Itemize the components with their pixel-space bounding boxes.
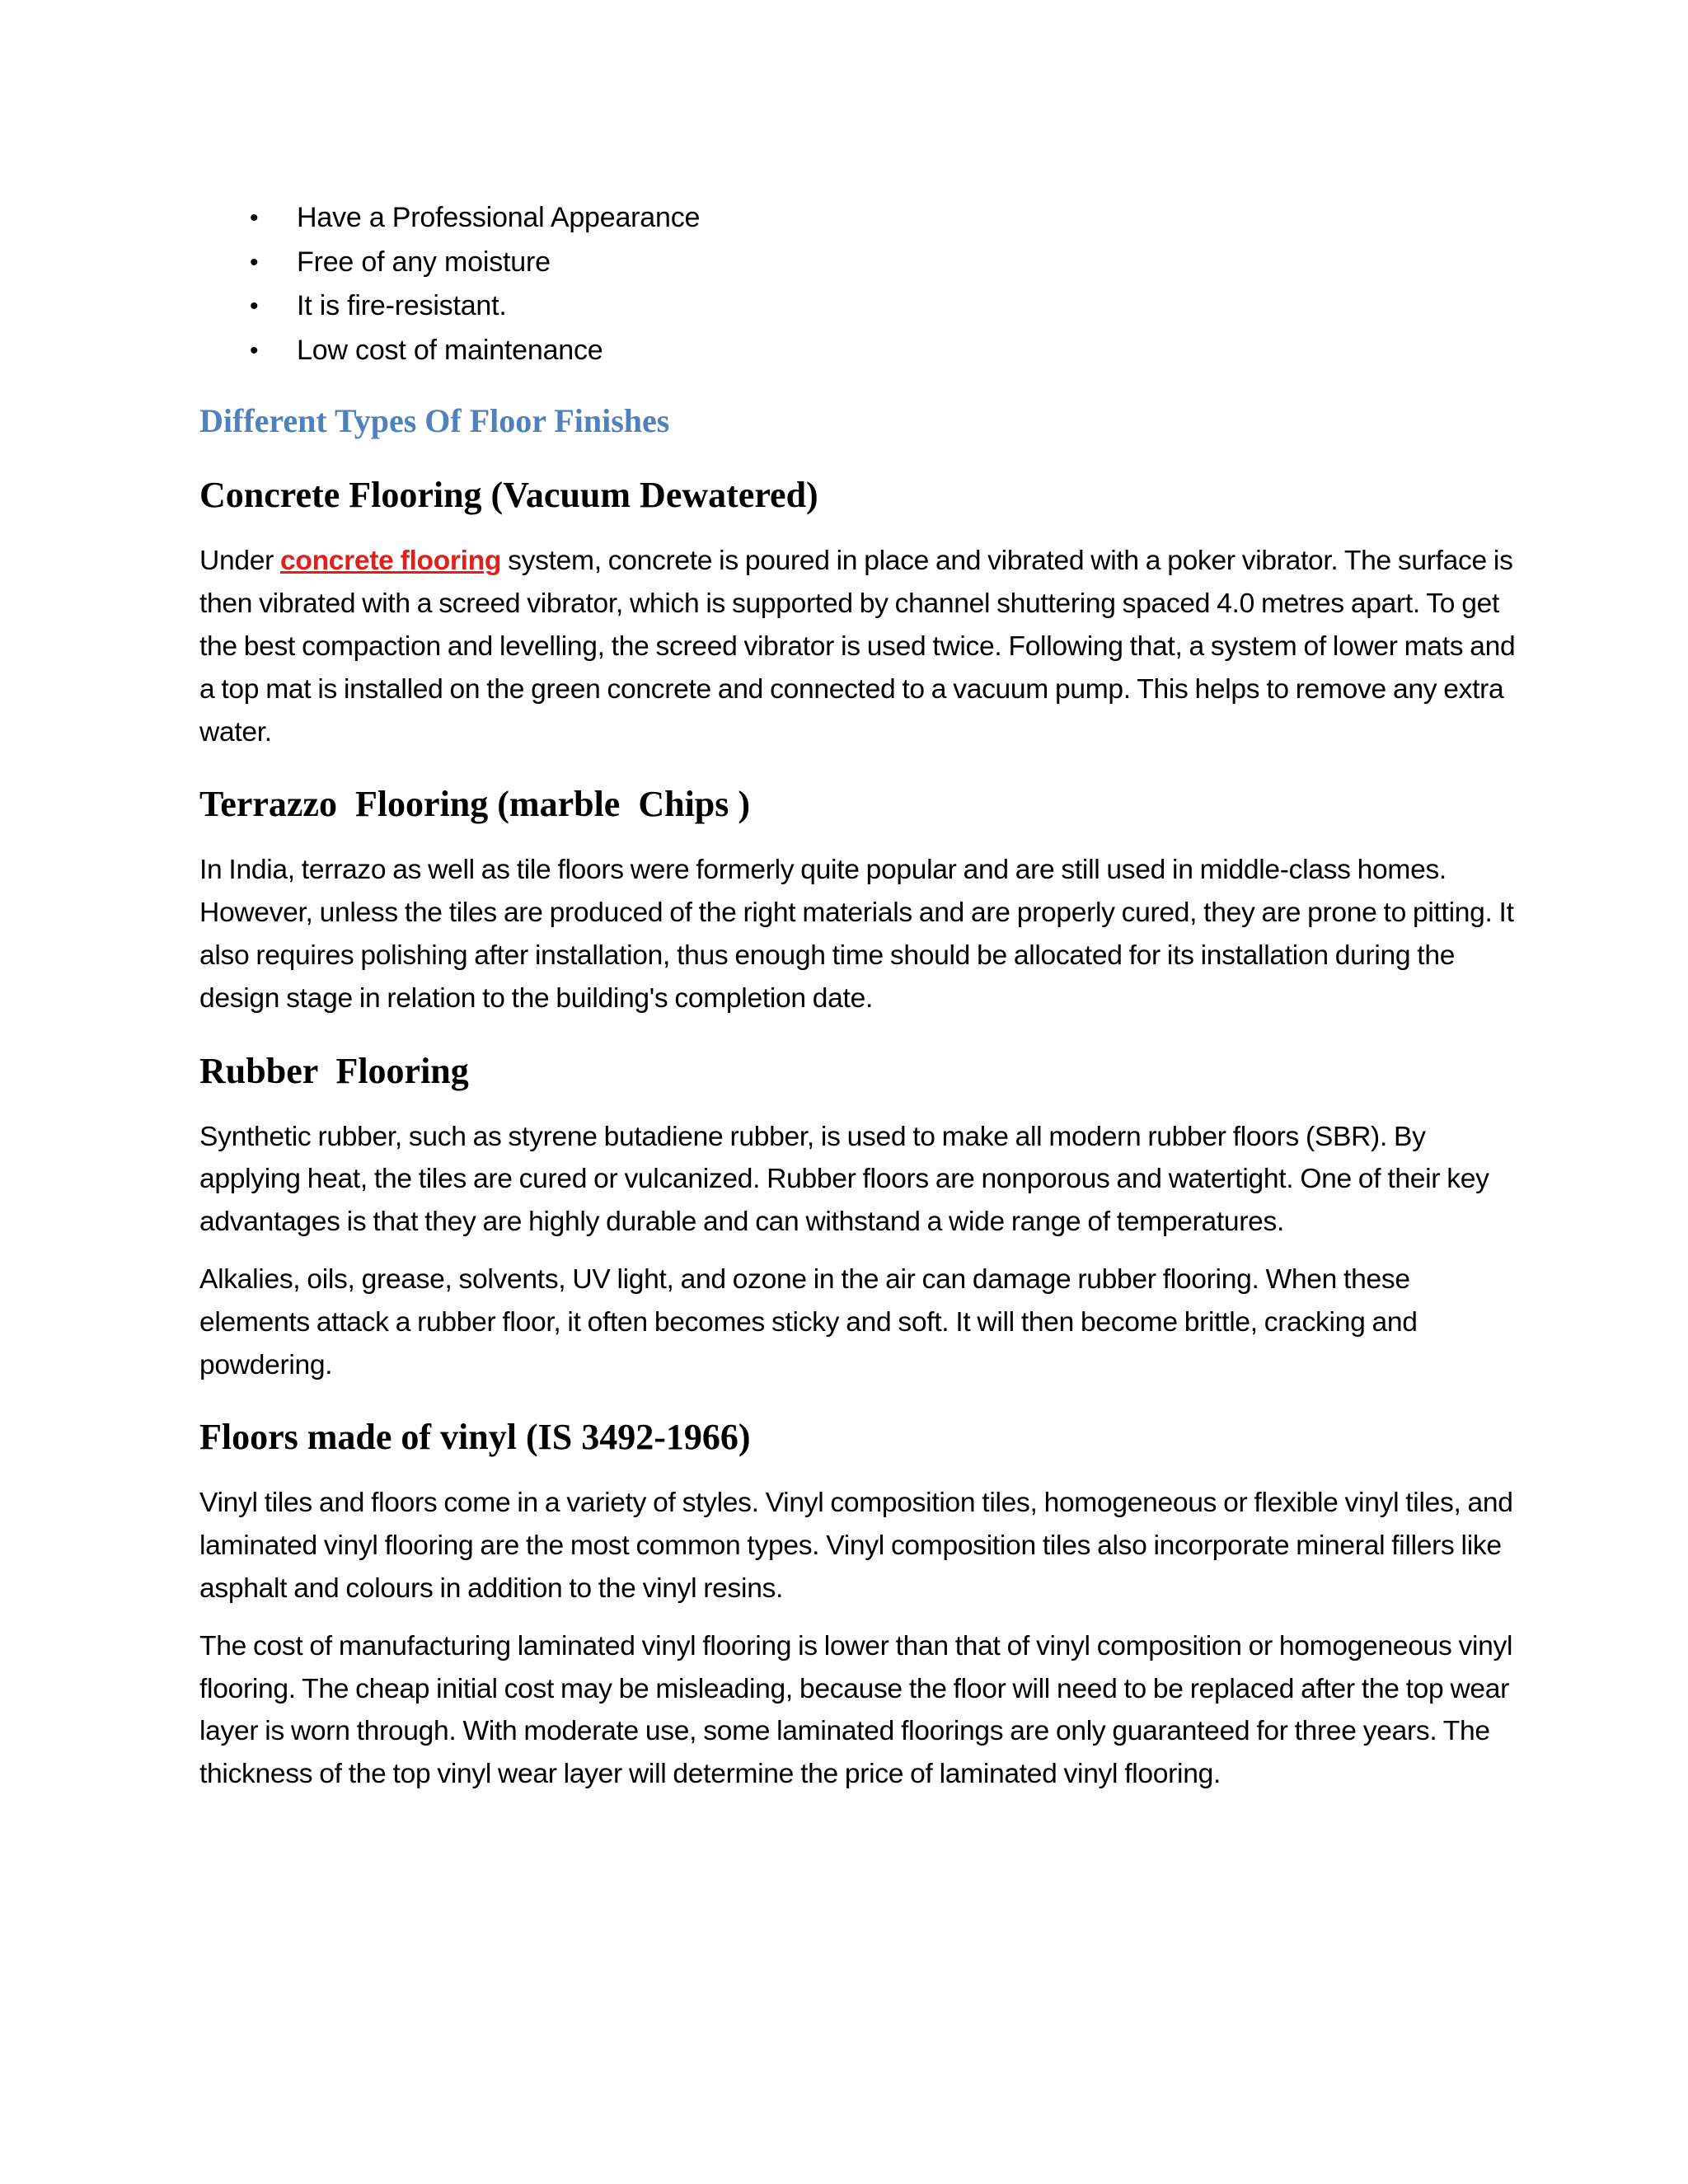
rubber-paragraph-2: Alkalies, oils, grease, solvents, UV light, and ozone in the air can damage rubber flooring. When these elements attack a rubber floor, it often becomes sticky and soft. It will then become brittle, cracking and powdering. [199, 1263, 1418, 1380]
advantages-list [199, 196, 1518, 373]
bullet-icon: • [250, 293, 259, 321]
vinyl-paragraph-2: The cost of manufacturing laminated vinyl flooring is lower than that of vinyl composition or homogeneous vinyl flooring. The cheap initial cost may be misleading, because the floor will need to be replaced after the top wear layer is worn through. With moderate use, some laminated floorings are only guaranteed for three years. The thickness of the top vinyl wear layer will determine the price of laminated vinyl flooring. [199, 1630, 1513, 1790]
terrazzo-paragraph: In India, terrazo as well as tile floors were formerly quite popular and are still used in middle-class homes. However, unless the tiles are produced of the right materials and are properly cured, they are prone to pitting. It also requires polishing after installation, thus enough time should be allocated for its installation during the design stage in relation to the building's completion date. [199, 855, 1514, 1014]
bullet-icon: • [250, 248, 259, 276]
terrazzo-heading: Terrazzo Flooring (marble Chips ) [199, 784, 751, 825]
list-item: • Have a Professional Appearance [297, 196, 1518, 241]
bullet-icon: • [250, 336, 259, 364]
concrete-paragraph: Under concrete flooring system, concrete is poured in place and vibrated with a poker vibrator. The surface is then vibrated with a screed vibrator, which is supported by channel shuttering spaced 4.0 metres apart. To get the best compaction and levelling, the screed vibrator is used twice. Following that, a system of lower mats and a top mat is installed on the green concrete and connected to a vacuum pump. This helps to remove any extra water. [199, 546, 1516, 748]
rubber-heading: Rubber Flooring [199, 1050, 469, 1091]
vinyl-heading: Floors made of vinyl (IS 3492-1966) [199, 1417, 751, 1458]
list-item: • Low cost of maintenance [297, 329, 1518, 373]
list-item: • Free of any moisture [297, 241, 1518, 285]
document-page [199, 196, 1518, 1796]
vinyl-paragraph-1: Vinyl tiles and floors come in a variety of styles. Vinyl composition tiles, homogeneous or flexible vinyl tiles, and laminated vinyl flooring are the most common types. Vinyl composition tiles also incorporate mineral fillers like asphalt and colours in addition to the vinyl resins. [199, 1488, 1513, 1604]
concrete-flooring-link[interactable]: concrete flooring [279, 546, 502, 577]
section-title: Different Types Of Floor Finishes [199, 402, 670, 440]
bullet-icon: • [250, 204, 259, 232]
concrete-heading: Concrete Flooring (Vacuum Dewatered) [199, 475, 818, 516]
list-item: • It is fire-resistant. [297, 284, 1518, 329]
rubber-paragraph-1: Synthetic rubber, such as styrene butadiene rubber, is used to make all modern rubber floors (SBR). By applying heat, the tiles are cured or vulcanized. Rubber floors are nonporous and watertight. One of their key advantages is that they are highly durable and can withstand a wide range of temperatures. [199, 1121, 1489, 1238]
